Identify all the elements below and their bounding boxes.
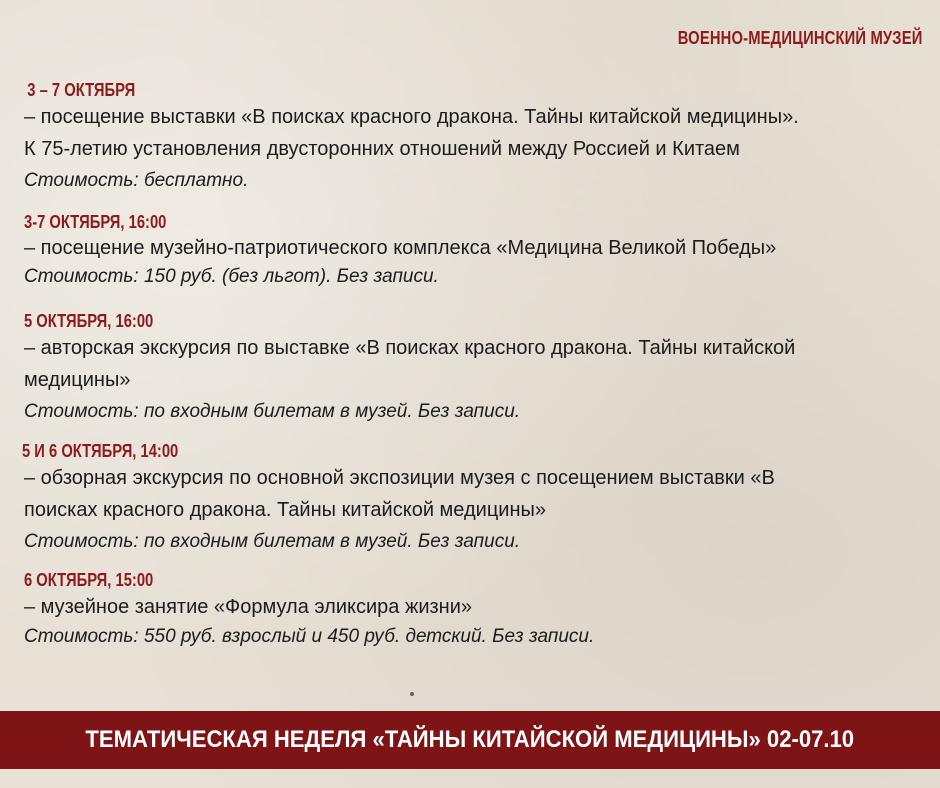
event-3 — [24, 311, 914, 427]
event-date: 3-7 ОКТЯБРЯ, 16:00 — [24, 212, 167, 232]
event-5 — [24, 570, 914, 652]
event-description-line: – посещение выставки «В поисках красного дракона. Тайны китайской медицины». — [24, 106, 799, 128]
banner-text: ТЕМАТИЧЕСКАЯ НЕДЕЛЯ «ТАЙНЫ КИТАЙСКОЙ МЕДИЦИНЫ» 02-07.10 — [85, 726, 855, 753]
event-date: 6 ОКТЯБРЯ, 15:00 — [24, 570, 154, 590]
event-description-line: медицины» — [24, 369, 131, 391]
event-cost: Стоимость: по входным билетам в музей. Без записи. — [24, 401, 521, 422]
event-date: 3 – 7 ОКТЯБРЯ — [27, 80, 136, 100]
museum-name: ВОЕННО-МЕДИЦИНСКИЙ МУЗЕЙ — [677, 28, 922, 48]
event-description — [24, 592, 914, 622]
event-cost: Стоимость: по входным билетам в музей. Без записи. — [24, 531, 521, 552]
event-cost: Стоимость: 550 руб. взрослый и 450 руб. детский. Без записи. — [24, 626, 595, 647]
event-1 — [24, 80, 914, 196]
event-description-line: – обзорная экскурсия по основной экспозиции музея с посещением выставки «В — [24, 467, 775, 489]
footer-banner — [0, 711, 940, 769]
event-cost: Стоимость: бесплатно. — [24, 170, 249, 191]
event-description — [24, 333, 914, 397]
event-description — [22, 463, 912, 527]
event-description — [24, 102, 914, 166]
event-4 — [22, 441, 912, 557]
event-date: 5 ОКТЯБРЯ, 16:00 — [24, 311, 154, 331]
event-date: 5 И 6 ОКТЯБРЯ, 14:00 — [22, 441, 179, 461]
event-description-line: – авторская экскурсия по выставке «В поисках красного дракона. Тайны китайской — [24, 337, 796, 359]
event-description-line: К 75-летию установления двусторонних отношений между Россией и Китаем — [24, 138, 740, 160]
event-2 — [24, 212, 914, 292]
paper-speck — [410, 692, 414, 696]
event-description-line: – посещение музейно-патриотического комплекса «Медицина Великой Победы» — [24, 237, 777, 259]
event-cost: Стоимость: 150 руб. (без льгот). Без записи. — [24, 266, 439, 287]
event-description — [24, 234, 914, 262]
event-description-line: – музейное занятие «Формула эликсира жизни» — [24, 596, 472, 618]
event-description-line: поисках красного дракона. Тайны китайской медицины» — [24, 499, 547, 521]
